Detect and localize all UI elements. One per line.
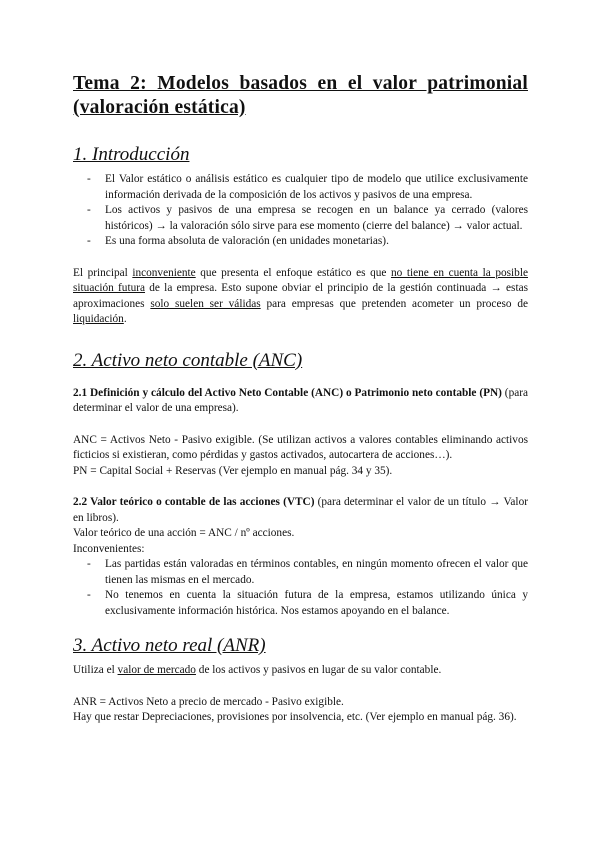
anr-note: Hay que restar Depreciaciones, provisiones por insolvencia, etc. (Ver ejemplo en manual pág. 36). <box>73 711 517 723</box>
anc-bullet: - Las partidas están valoradas en términos contables, en ningún momento ofrecen el valor que tienen las mismas en el mercado. <box>73 557 528 588</box>
anr-paragraph: Utiliza el valor de mercado de los activos y pasivos en lugar de su valor contable. <box>73 664 442 676</box>
pn-formula: PN = Capital Social + Reservas (Ver ejemplo en manual pág. 34 y 35). <box>73 464 393 477</box>
subsection-2-1: 2.1 Definición y cálculo del Activo Neto Contable (ANC) o Patrimonio neto contable (PN) (para determinar el valor de una empresa). <box>73 386 529 414</box>
underlined-term-liquidacion: liquidación <box>73 313 124 325</box>
underlined-phrase-situacion-futura: no tiene en cuenta la posible situación futura <box>73 266 528 294</box>
intro-paragraph: El principal inconveniente que presenta el enfoque estático es que no tiene en cuenta la posible situación futura de la empresa. Esto supone obviar el principio de la gestión continuada → estas aproximaciones solo suelen ser válidas para empresas que pretenden acometer un proceso de liquidación. <box>73 266 528 325</box>
document-page <box>73 72 528 726</box>
document-title <box>73 72 528 120</box>
intro-bullet: - Los activos y pasivos de una empresa se recogen en un balance ya cerrado (valores históricos) → la valoración sólo sirve para ese momento (cierre del balance) → valor actual. <box>73 203 528 234</box>
section-heading-anr: 3. Activo neto real (ANR) <box>73 635 266 656</box>
anc-bullet: - No tenemos en cuenta la situación futura de la empresa, estamos utilizando única y exclusivamente información histórica. Nos estamos apoyando en el balance. <box>73 588 528 619</box>
underlined-term-inconveniente: inconveniente <box>132 266 196 279</box>
title-line-2: (valoración estática) <box>73 97 246 118</box>
intro-bullet-list <box>73 172 528 250</box>
inconvenientes-label: Inconvenientes: <box>73 542 145 555</box>
title-line-1: Tema 2: Modelos basados en el valor patrimonial <box>73 73 528 94</box>
section-heading-intro: 1. Introducción <box>73 144 190 165</box>
anc-bullet-list <box>73 557 528 619</box>
subsection-2-2: 2.2 Valor teórico o contable de las acciones (VTC) (para determinar el valor de un título → Valor en libros). <box>73 496 528 524</box>
vtc-formula: Valor teórico de una acción = ANC / nº acciones. <box>73 527 295 539</box>
underlined-phrase-validas: solo suelen ser válidas <box>150 297 261 310</box>
anr-formula: ANR = Activos Neto a precio de mercado - Pasivo exigible. <box>73 695 344 708</box>
intro-bullet: - El Valor estático o análisis estático es cualquier tipo de modelo que utilice exclusivamente información derivada de la composición de los activos y pasivos de una empresa. <box>73 172 528 203</box>
anc-formula: ANC = Activos Neto - Pasivo exigible. (Se utilizan activos a valores contables eliminando activos ficticios si existieran, como pérdidas y gastos activados, autocartera de acciones…). <box>73 433 528 461</box>
intro-bullet: - Es una forma absoluta de valoración (en unidades monetarias). <box>73 234 528 250</box>
section-heading-anc: 2. Activo neto contable (ANC) <box>73 349 303 371</box>
underlined-term-valor-mercado: valor de mercado <box>117 664 196 676</box>
